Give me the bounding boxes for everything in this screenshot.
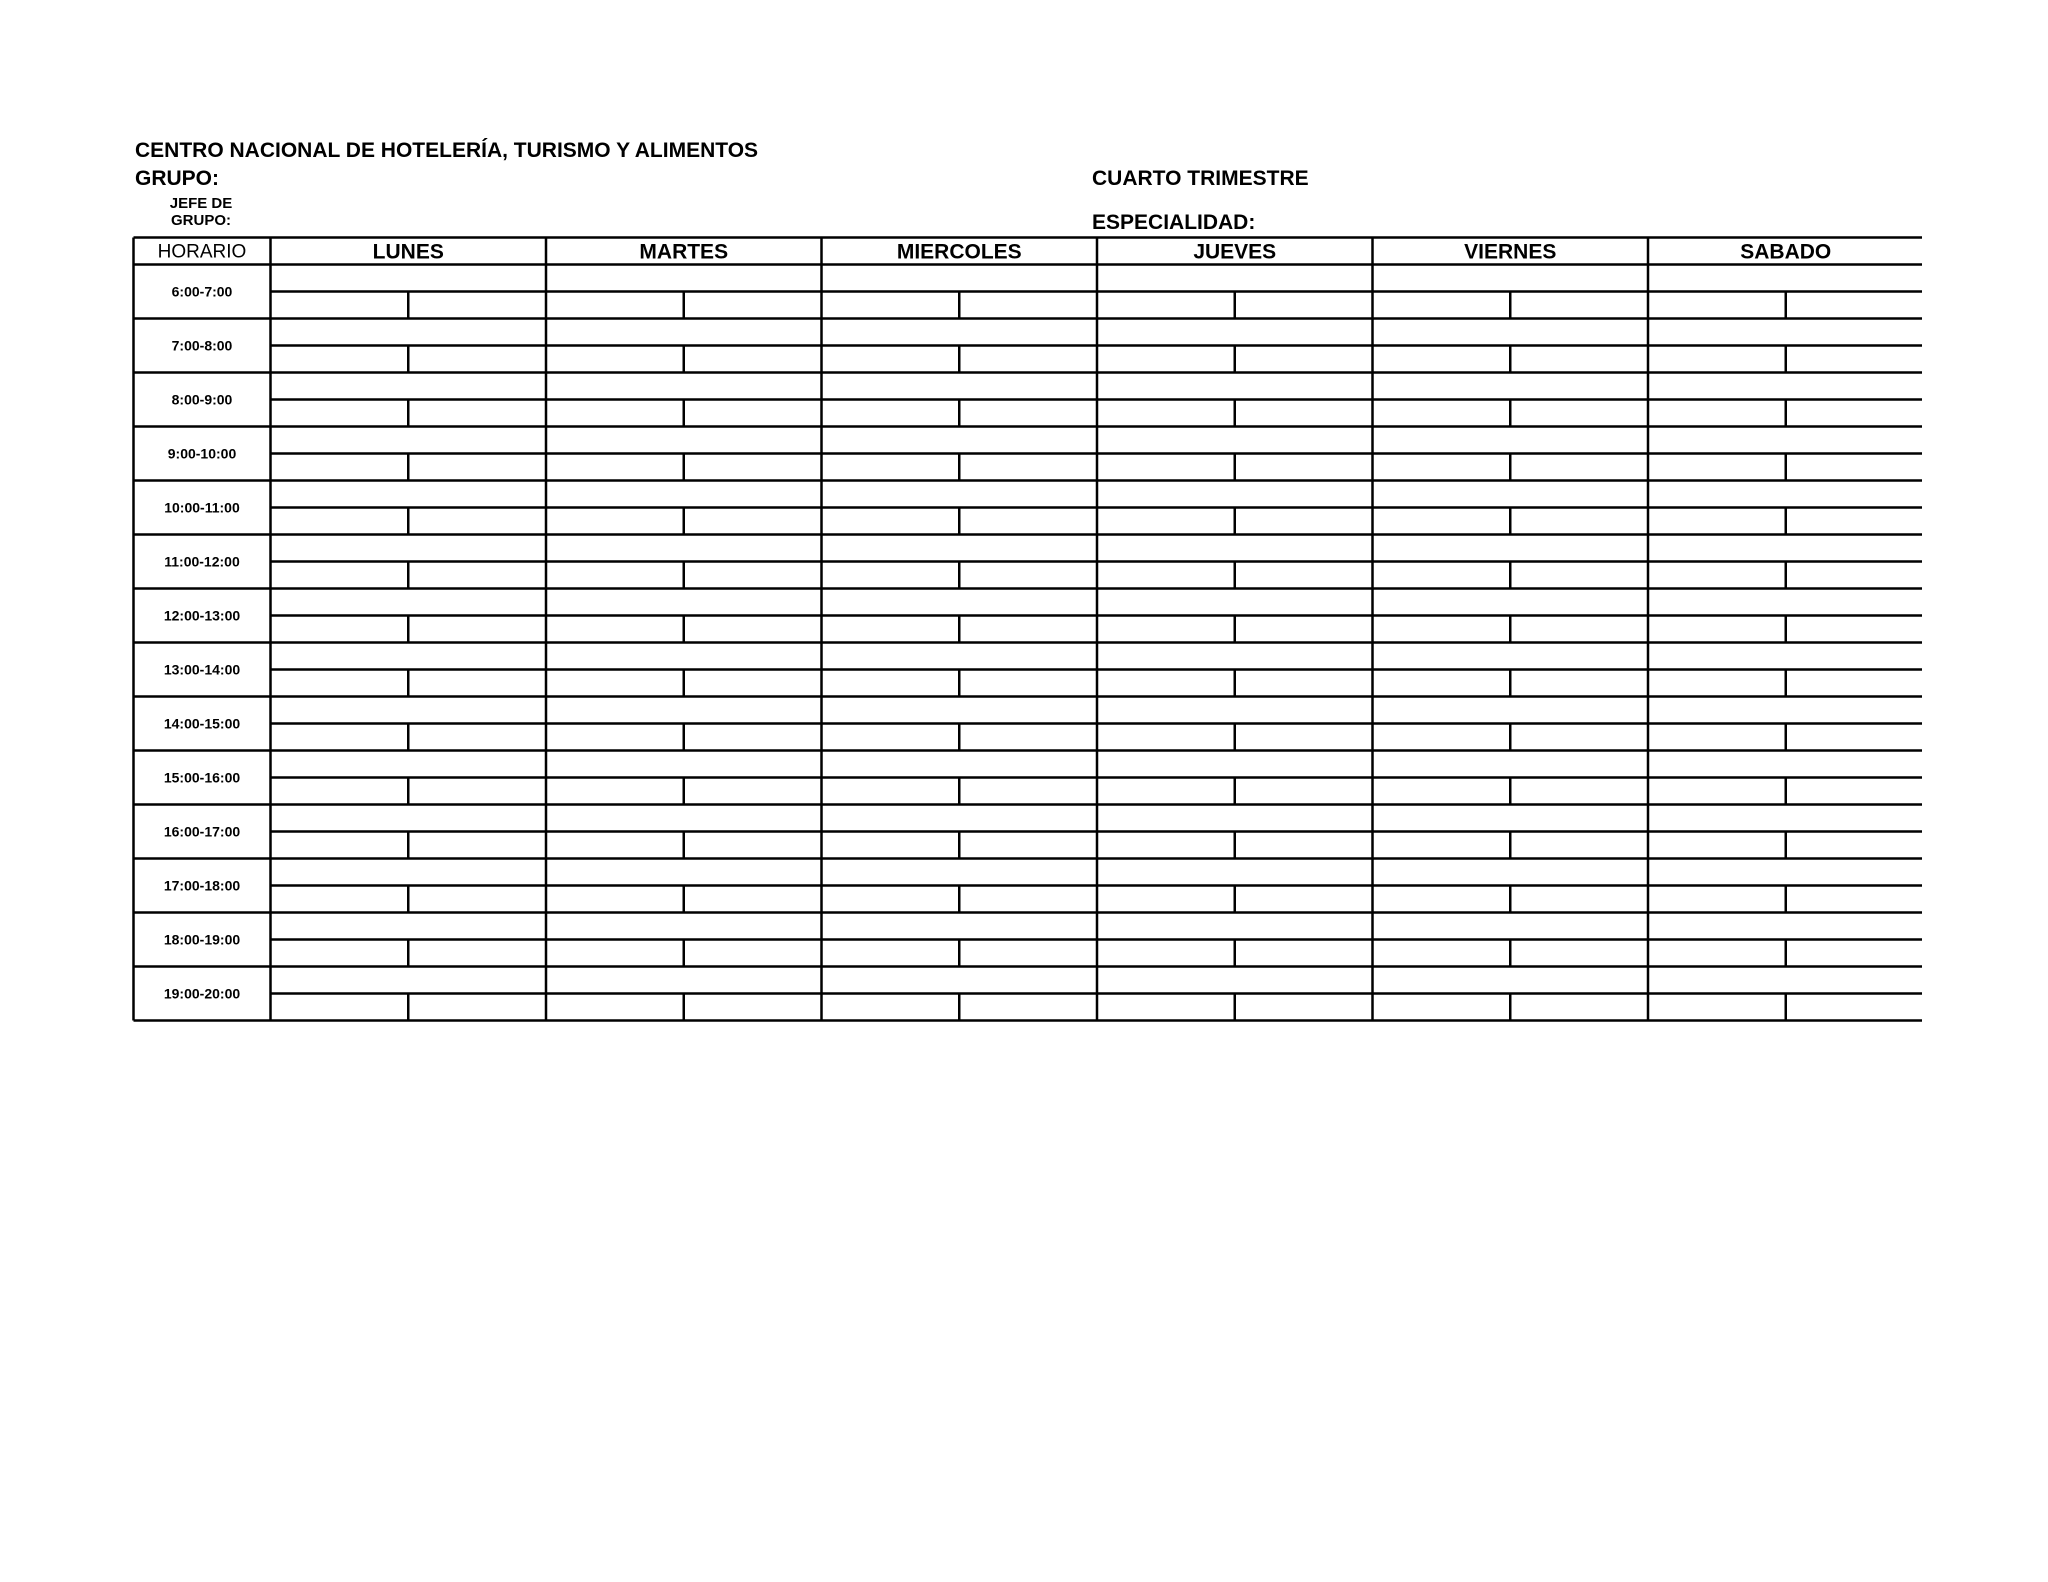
schedule-table — [132, 236, 1922, 1030]
day-header-viernes: VIERNES — [1464, 240, 1557, 264]
time-slot-label: 10:00-11:00 — [164, 499, 240, 516]
jefe-line-1: JEFE DE — [169, 195, 233, 212]
day-header-lunes: LUNES — [372, 240, 444, 264]
especialidad-label: ESPECIALIDAD: — [1092, 211, 1256, 234]
time-slot-label: 12:00-13:00 — [163, 607, 241, 624]
day-header-sabado: SABADO — [1740, 240, 1832, 264]
trimestre-label: CUARTO TRIMESTRE — [1092, 167, 1309, 190]
schedule-grid — [132, 236, 1922, 1030]
institution-title: CENTRO NACIONAL DE HOTELERÍA, TURISMO Y ALIMENTOS — [135, 139, 759, 162]
time-slot-label: 13:00-14:00 — [163, 661, 241, 678]
day-header-jueves: JUEVES — [1193, 240, 1277, 264]
jefe-line-2: GRUPO: — [171, 211, 231, 229]
time-slot-label: 16:00-17:00 — [163, 823, 241, 840]
horario-header: HORARIO — [157, 241, 247, 263]
jefe-de-grupo-label — [158, 196, 244, 230]
time-slot-label: 17:00-18:00 — [163, 877, 241, 894]
day-header-martes: MARTES — [639, 240, 729, 264]
time-slot-label: 15:00-16:00 — [163, 769, 241, 786]
day-header-miercoles: MIERCOLES — [896, 240, 1022, 264]
time-slot-label: 8:00-9:00 — [171, 391, 233, 408]
time-slot-label: 18:00-19:00 — [163, 931, 241, 948]
time-slot-label: 11:00-12:00 — [164, 553, 240, 570]
time-slot-label: 19:00-20:00 — [163, 985, 241, 1002]
grupo-label: GRUPO: — [135, 167, 219, 190]
time-slot-label: 9:00-10:00 — [167, 445, 237, 462]
time-slot-label: 6:00-7:00 — [171, 283, 233, 300]
time-slot-label: 7:00-8:00 — [171, 337, 233, 354]
time-slot-label: 14:00-15:00 — [163, 715, 241, 732]
